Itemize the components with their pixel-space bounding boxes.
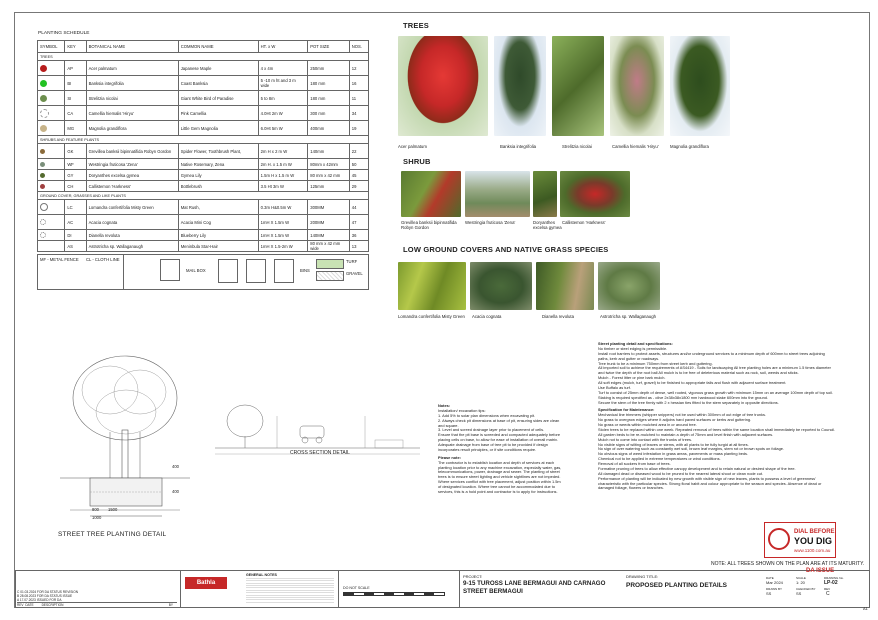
general-notes-label: GENERAL NOTES — [246, 573, 277, 577]
col-symbol: SYMBOL — [38, 41, 65, 53]
text-cell: Gymea Lily — [178, 170, 258, 181]
doryanthes-photo — [533, 171, 557, 217]
table-row — [38, 144, 369, 159]
gravel-swatch — [316, 271, 344, 281]
street-tree-detail-title: STREET TREE PLANTING DETAIL — [58, 531, 167, 538]
text-cell: Acacia cognata — [86, 215, 178, 230]
text-cell: 80 mm x 42 mm wide — [308, 241, 350, 252]
street-spec-heading: Street planting detail and specifications: — [598, 341, 673, 346]
legend-cloth: CL - CLOTH LINE — [86, 257, 120, 262]
caption-camellia: Camellia hiemalis 'Hiryu' — [612, 144, 659, 149]
planting-schedule-table — [37, 40, 369, 252]
text-cell: Pink Camellia — [178, 106, 258, 121]
lomandra-photo — [398, 262, 466, 310]
project-name: 9-15 TUROSS LANE BERMAGUI AND CARNAGO STREET BERMAGUI — [463, 580, 606, 595]
street-spec-item: Secure the stem of the tree firmly with 2 x hessian ties fitted to the stem separately in opposite directions. — [598, 399, 779, 405]
text-cell: C — [826, 591, 830, 597]
text-cell: Callistemon 'Harkness' — [86, 181, 178, 192]
col-nos: NOS. — [349, 41, 368, 53]
shrub-heading: SHRUB — [403, 157, 431, 166]
text-cell: 1: 20 — [796, 580, 805, 585]
dim-800: 800 — [92, 507, 99, 512]
text-cell: 180 mm — [308, 76, 350, 91]
strelitzia-photo — [552, 36, 604, 136]
project-label: PROJECT: — [463, 574, 483, 579]
text-cell: CH — [65, 181, 86, 192]
notes-heading: Notes: — [438, 403, 451, 408]
maintenance-item: Mulch not to come into contact with the trunks of trees. — [598, 436, 693, 442]
dim-400a: 400 — [172, 464, 179, 469]
table-row — [38, 181, 369, 192]
install-note: 2. Always check pit dimensions at base of pit, ensuring sides are clean and square. — [438, 417, 560, 428]
caption-strelitzia: Strelitzia nicolai — [562, 144, 592, 149]
table-row — [38, 215, 369, 230]
specifications — [598, 342, 836, 491]
table-row — [38, 106, 369, 121]
text-cell: 6.0Ht 5m W — [258, 121, 308, 136]
maintenance-item: Chemical not to be applied in extreme temperatures or wind conditions. — [598, 456, 721, 462]
text-cell: 12 — [349, 61, 368, 76]
text-cell: DATE — [25, 603, 34, 607]
text-cell: 180 mm — [308, 91, 350, 106]
table-row — [38, 91, 369, 106]
text-cell: 80mm x 42mm — [308, 159, 350, 170]
text-cell: 2m H. x 1.5 m W — [258, 159, 308, 170]
dim-1500: 1500 — [108, 507, 118, 512]
text-cell: 0.3m H&0.5m W — [258, 200, 308, 215]
text-cell: 125mm — [308, 181, 350, 192]
schedule-title: PLANTING SCHEDULE — [38, 31, 90, 36]
caption-acacia: Acacia cognata — [472, 314, 502, 319]
text-cell: 1mH X 1.5m W — [258, 215, 308, 230]
text-cell: 1.5m H x 1.5 m W — [258, 170, 308, 181]
street-spec-item: No timber or steel edging is permissible. — [598, 345, 668, 351]
turf-swatch — [316, 259, 344, 269]
text-cell: Japanese Maple — [178, 61, 258, 76]
text-cell: 200MM — [308, 215, 350, 230]
caption-acer: Acer palmatum — [398, 144, 427, 149]
maintenance-item: No sign of over watering such as constantly wet soil, brown leaf margins, stem rot or brown spots on foliage. — [598, 446, 784, 452]
maintenance-item: Stolen trees to be replaced within one week. Repeated removal of trees within the same location shall immediately be reported to Council. — [598, 426, 836, 432]
col-common: COMMON NAME — [178, 41, 258, 53]
text-cell: MG — [65, 121, 86, 136]
dianella-photo — [536, 262, 594, 310]
da-issue-badge: DA ISSUE — [806, 568, 835, 574]
text-cell: Bottlebrush — [178, 181, 258, 192]
text-cell: 19 — [349, 121, 368, 136]
col-key: KEY — [65, 41, 86, 53]
section-trees: TREES — [38, 53, 369, 61]
table-row — [38, 159, 369, 170]
section-ground: GROUND COVER, GRASSES AND LIKE PLANTS — [38, 192, 369, 200]
bin-icon — [246, 259, 266, 283]
install-note: 1. Add 5% to solar plan dimensions when excavating pit. — [438, 412, 536, 418]
text-cell: CHECKED BY — [796, 587, 816, 591]
text-cell: DRAWING No. — [824, 576, 844, 580]
text-cell: Astrotricha sp. Wallaganaugh — [86, 241, 178, 252]
text-cell: 01.03.2024 — [20, 590, 37, 594]
groundcover-symbol-icon — [40, 203, 48, 211]
text-cell: Native Rosemary, Zena — [178, 159, 258, 170]
text-cell: Mat Rush, — [178, 200, 258, 215]
caption-westringia: Westringia fruticosa 'Zena' — [465, 220, 516, 225]
text-cell: 1mH X 1.5m W — [258, 230, 308, 241]
text-cell: 3.5 Ht 3m W — [258, 181, 308, 192]
company-logo: Bathla — [185, 577, 227, 589]
dial-before-you-dig-logo — [764, 522, 836, 558]
bin-icon — [218, 259, 238, 283]
general-notes-text — [246, 578, 334, 604]
text-cell: Lomandra confertifolia Misty Green — [86, 200, 178, 215]
tree-symbol-icon — [40, 95, 47, 102]
text-cell: Acer palmatum — [86, 61, 178, 76]
tree-symbol-icon — [40, 80, 47, 87]
table-row — [38, 241, 369, 252]
text-cell: 13 — [349, 241, 368, 252]
do-not-scale: DO NOT SCALE — [343, 586, 370, 590]
please-note-heading: Please note: — [438, 454, 461, 460]
table-header-row — [38, 41, 369, 53]
dial-url: www.1100.com.au — [794, 548, 831, 553]
text-cell: 29 — [349, 181, 368, 192]
caption-dianella: Dianella revoluta — [542, 314, 575, 319]
text-cell: AC — [65, 215, 86, 230]
text-cell: 22 — [349, 144, 368, 159]
text-cell: Giant White Bird of Paradise — [178, 91, 258, 106]
text-cell: 300MM — [308, 200, 350, 215]
astrotricha-photo — [598, 262, 660, 310]
table-row — [38, 121, 369, 136]
text-cell: BY — [168, 603, 173, 607]
text-cell: 47 — [349, 215, 368, 230]
text-cell: Camellia hiemalis 'Hiryu' — [86, 106, 178, 121]
caption-grevillea: Grevillea banksii bipinnatifida Robyn Gordon — [401, 220, 457, 231]
street-spec-item: Staking is required specified as - olive 2x38x38x1800 mm hardwood stake 600mm into the ground. — [598, 394, 768, 400]
magnolia-photo — [670, 36, 730, 136]
dim-400b: 400 — [172, 489, 179, 494]
westringia-photo — [465, 171, 530, 217]
caption-magnolia: Magnolia grandiflora — [670, 144, 709, 149]
dial-line1: DIAL BEFORE — [794, 529, 835, 535]
dial-line2: YOU DIG — [794, 536, 833, 546]
install-note: 3. Level and screed drainage layer prior to placement of cells. — [438, 427, 545, 433]
camellia-photo — [610, 36, 664, 136]
text-cell: 36 — [349, 230, 368, 241]
grevillea-photo — [401, 171, 461, 217]
text-cell: Coast Banksia — [178, 76, 258, 91]
text-cell: SI — [65, 91, 86, 106]
shrub-symbol-icon — [40, 149, 45, 154]
text-cell: 4 x 4m — [258, 61, 308, 76]
tree-symbol-icon — [40, 65, 47, 72]
table-row — [38, 76, 369, 91]
text-cell: 11 — [349, 91, 368, 106]
text-cell: BI — [65, 76, 86, 91]
scale-bar — [343, 592, 445, 596]
text-cell: Strelitzia nicolai — [86, 91, 178, 106]
col-botanical: BOTANICAL NAME — [86, 41, 178, 53]
caption-banksia: Banksia integrifolia — [500, 144, 537, 149]
street-spec-item: Use Buffalo as turf. — [598, 384, 632, 390]
legend-mailbox: MAIL BOX — [186, 268, 206, 273]
text-cell: 300 mm — [308, 106, 350, 121]
street-tree-detail-drawing — [40, 350, 200, 530]
legend-turf: TURF — [346, 259, 358, 264]
text-cell: 1mH X 1.5-2m W — [258, 241, 308, 252]
acer-palmatum-photo — [398, 36, 488, 136]
text-cell: Little Gem Magnolia — [178, 121, 258, 136]
street-spec-item: Tree trunk to be a minimum 750mm from street kerb and guttering. — [598, 360, 713, 366]
text-cell: 4.0Ht 2m W — [258, 106, 308, 121]
caption-astrotricha: Astrotricha sp. Wallaganaugh — [600, 314, 656, 319]
text-cell: 5 to 8m — [258, 91, 308, 106]
text-cell: GY — [65, 170, 86, 181]
table-row — [38, 61, 369, 76]
text-cell: Blueberry Lily — [178, 230, 258, 241]
text-cell: SCALE — [796, 576, 806, 580]
col-size: HT. x W — [258, 41, 308, 53]
text-cell: 250mm — [308, 61, 350, 76]
text-cell: DI — [65, 230, 86, 241]
text-cell: SS — [796, 591, 802, 596]
text-cell: 80 mm x 42 mm — [308, 170, 350, 181]
maintenance-item: Removal of all suckers from base of trees. — [598, 461, 671, 466]
text-cell: 140mm — [308, 144, 350, 159]
text-cell: Dianella revoluta — [86, 230, 178, 241]
street-spec-item: All imported soil to achieve the requirements of AS4419 - Soils for landscaping All tree planting holes are a minimum 1.5 times diameter and twice the depth of the root ball All mulch is to be free of deleterious material such as rock, soil, weeds and sticks. — [598, 365, 831, 376]
shrub-symbol-icon — [40, 173, 45, 178]
legend-divider — [40, 255, 124, 289]
text-cell: Banksia integrifolia — [86, 76, 178, 91]
maintenance-item: All garden beds to be re-mulched to maintain a depth of 75mm and level finish with adjacent surfaces. — [598, 431, 774, 437]
install-note: Adequate drainage from base of tree pit to be provided if design incorporates result principles, or if site conditions require. — [438, 442, 548, 452]
maintenance-item: No obvious signs of weed infestation in grass areas, pavements or mass planting beds. — [598, 451, 749, 457]
text-cell: CA — [65, 106, 86, 121]
text-cell: 17.07.2023 — [19, 598, 36, 602]
schedule-legend — [37, 254, 369, 290]
dim-1000: 1000 — [92, 515, 102, 520]
maintenance-item: All damaged dead or diseased wood to be pruned to the nearest lateral shoot or clean node cut. — [598, 470, 764, 476]
text-cell: 400mm — [308, 121, 350, 136]
banksia-photo — [494, 36, 546, 136]
cross-section-title: CROSS SECTION DETAIL — [290, 450, 350, 456]
text-cell: REV — [17, 603, 24, 607]
maintenance-item: No grass to overgrow edges where it adjoins hard paved surfaces or kerbs and guttering. — [598, 417, 752, 423]
maintenance-item: No visible signs of wilting of leaves or stems, with all plants to be fully turgid at all times. — [598, 441, 749, 447]
text-cell: Acacia Mini Cog — [178, 215, 258, 230]
text-cell: AS — [65, 241, 86, 252]
legend-bins: BINS — [300, 268, 310, 273]
street-spec-item: Mulch - Forest litter or pine bark mulch. — [598, 375, 666, 381]
text-cell: B — [17, 594, 20, 598]
callistemon-photo — [560, 171, 630, 217]
text-cell: 44 — [349, 200, 368, 215]
text-cell: FOR DA STATUS ISSUE — [36, 594, 73, 598]
text-cell: 16 — [349, 76, 368, 91]
acacia-photo — [470, 262, 532, 310]
maintenance-item: Performance of planting will be indicated by new growth with visible sign of new leaves, plants to possess a level of greenness' characteristic with the particular species. Strong floral habit and colour appropriate to the season and species. Absence of dead or damaged foliage, flowers or branches. — [598, 475, 822, 491]
maintenance-heading: Specification for Maintenance: — [598, 407, 655, 413]
maintenance-item: No grass or weeds within mulched area in or around tree. — [598, 422, 697, 427]
text-cell: C — [17, 590, 20, 594]
trees-heading: TREES — [403, 21, 430, 30]
sheet-size: A1 — [863, 606, 868, 611]
mailbox-icon — [160, 259, 180, 281]
drawing-title-label: DRAWING TITLE: — [626, 574, 659, 579]
text-cell: Spider Flower, Toothbrush Plant, — [178, 144, 258, 159]
installation-notes — [438, 404, 562, 495]
text-cell: DRAWN BY — [766, 587, 783, 591]
legend-gravel: GRAVEL — [346, 271, 363, 276]
install-heading: Installation/ excavation tips: — [438, 407, 486, 413]
text-cell: LP-02 — [824, 580, 838, 586]
text-cell: WF — [65, 159, 86, 170]
text-cell: 28.08.2023 — [20, 594, 36, 598]
ground-heading: LOW GROUND COVERS AND NATIVE GRASS SPECIES — [403, 245, 609, 254]
table-row — [38, 170, 369, 181]
shrub-symbol-icon — [40, 184, 45, 189]
street-spec-item: All soft edges (mulch, turf, gravel) to be finished to appropriate falls and flush with adjacent surface treatment. — [598, 380, 787, 385]
shrub-symbol-icon — [40, 162, 45, 167]
table-row — [38, 230, 369, 241]
scale-bar-area — [338, 570, 460, 608]
text-cell: Grevillea banksii bipinnatifida Robyn Gordon — [86, 144, 178, 159]
caption-doryanthes: Doryanthes excelsa gymea — [533, 220, 562, 231]
text-cell: Westringia fruticosa 'Zena' — [86, 159, 178, 170]
install-note: Ensure that the pit base is screeded and compacted adequately before placing cells on base, to allow for ease of installation of overall matrix. — [438, 432, 560, 443]
section-shrubs: SHRUBS AND FEATURE PLANTS — [38, 136, 369, 144]
text-cell: REV — [824, 587, 831, 591]
text-cell: 34 — [349, 106, 368, 121]
col-pot: POT SIZE — [308, 41, 350, 53]
text-cell: Magnolia grandiflora — [86, 121, 178, 136]
tree-symbol-icon — [40, 109, 49, 118]
text-cell: 45 — [349, 170, 368, 181]
tree-symbol-icon — [40, 125, 47, 132]
maintenance-item: Formative pruning of trees to allow effective canopy development and to retain natural or desired shape of the tree. — [598, 465, 796, 471]
street-spec-item: Install root barriers to protect assets, structures and/or underground services to a minimum depth of 600mm to street trees adjoining paths, kerb and gutter or roadways. — [598, 350, 825, 361]
drawing-title: PROPOSED PLANTING DETAILS — [626, 582, 727, 589]
groundcover-symbol-icon — [40, 232, 46, 238]
text-cell: LC — [65, 200, 86, 215]
caption-callistemon: Callistemon 'Harkness' — [562, 220, 606, 225]
text-cell: DESCRIPTION — [41, 603, 64, 607]
text-cell: 2m H x 2 m W — [258, 144, 308, 159]
text-cell: ISSUED FOR DA — [36, 598, 62, 602]
text-cell: 50 — [349, 159, 368, 170]
text-cell: DATE — [766, 576, 774, 580]
drawing-info-grid — [766, 576, 856, 602]
text-cell: Meninbula Star-Hair — [178, 241, 258, 252]
no-dig-icon — [768, 528, 790, 550]
table-row — [38, 200, 369, 215]
text-cell: Doryanthes excelsa gymea — [86, 170, 178, 181]
bin-icon — [274, 259, 294, 283]
maturity-note: NOTE: ALL TREES SHOWN ON THE PLAN ARE AT ITS MATURITY. — [711, 561, 865, 567]
street-spec-item: Turf to consist of 25mm depth of dense, well rooted, vigorous grass growth with minimum 15mm on an average 100mm depth of top soil. — [598, 389, 833, 395]
text-cell: GK — [65, 144, 86, 159]
text-cell: SS — [766, 591, 772, 596]
revision-table — [15, 570, 181, 608]
groundcover-symbol-icon — [40, 219, 46, 225]
please-note-text: The contractor is to establish location and depth of services at each planting location prior to any machine excavation, especially water, gas, telecommunications, power, drainage and sewer. The planting of street trees is to ensure street lighting and vehicle sightlines are not impeded. Where services conflict with tree placement, adjust position within 1.5m of designated location. Where tree cannot be accommodated due to services, this is a hold point and contractor is to apply for instructions. — [438, 459, 562, 494]
text-cell: FOR DA STATUS REVISION — [37, 590, 79, 594]
text-cell: Mar 2024 — [766, 580, 783, 585]
text-cell: A — [17, 598, 19, 602]
text-cell: 140MM — [308, 230, 350, 241]
text-cell: 5 -10 m ht and 3 m wide — [258, 76, 308, 91]
maintenance-item: Mechanical line trimmers (whipper snippers) not be used within 300mm of out edge of tree trunks. — [598, 412, 767, 418]
caption-lomandra: Lomandra confertifolia Misty Green — [398, 314, 465, 319]
legend-fence: MF - METAL FENCE — [40, 257, 79, 262]
text-cell: AP — [65, 61, 86, 76]
